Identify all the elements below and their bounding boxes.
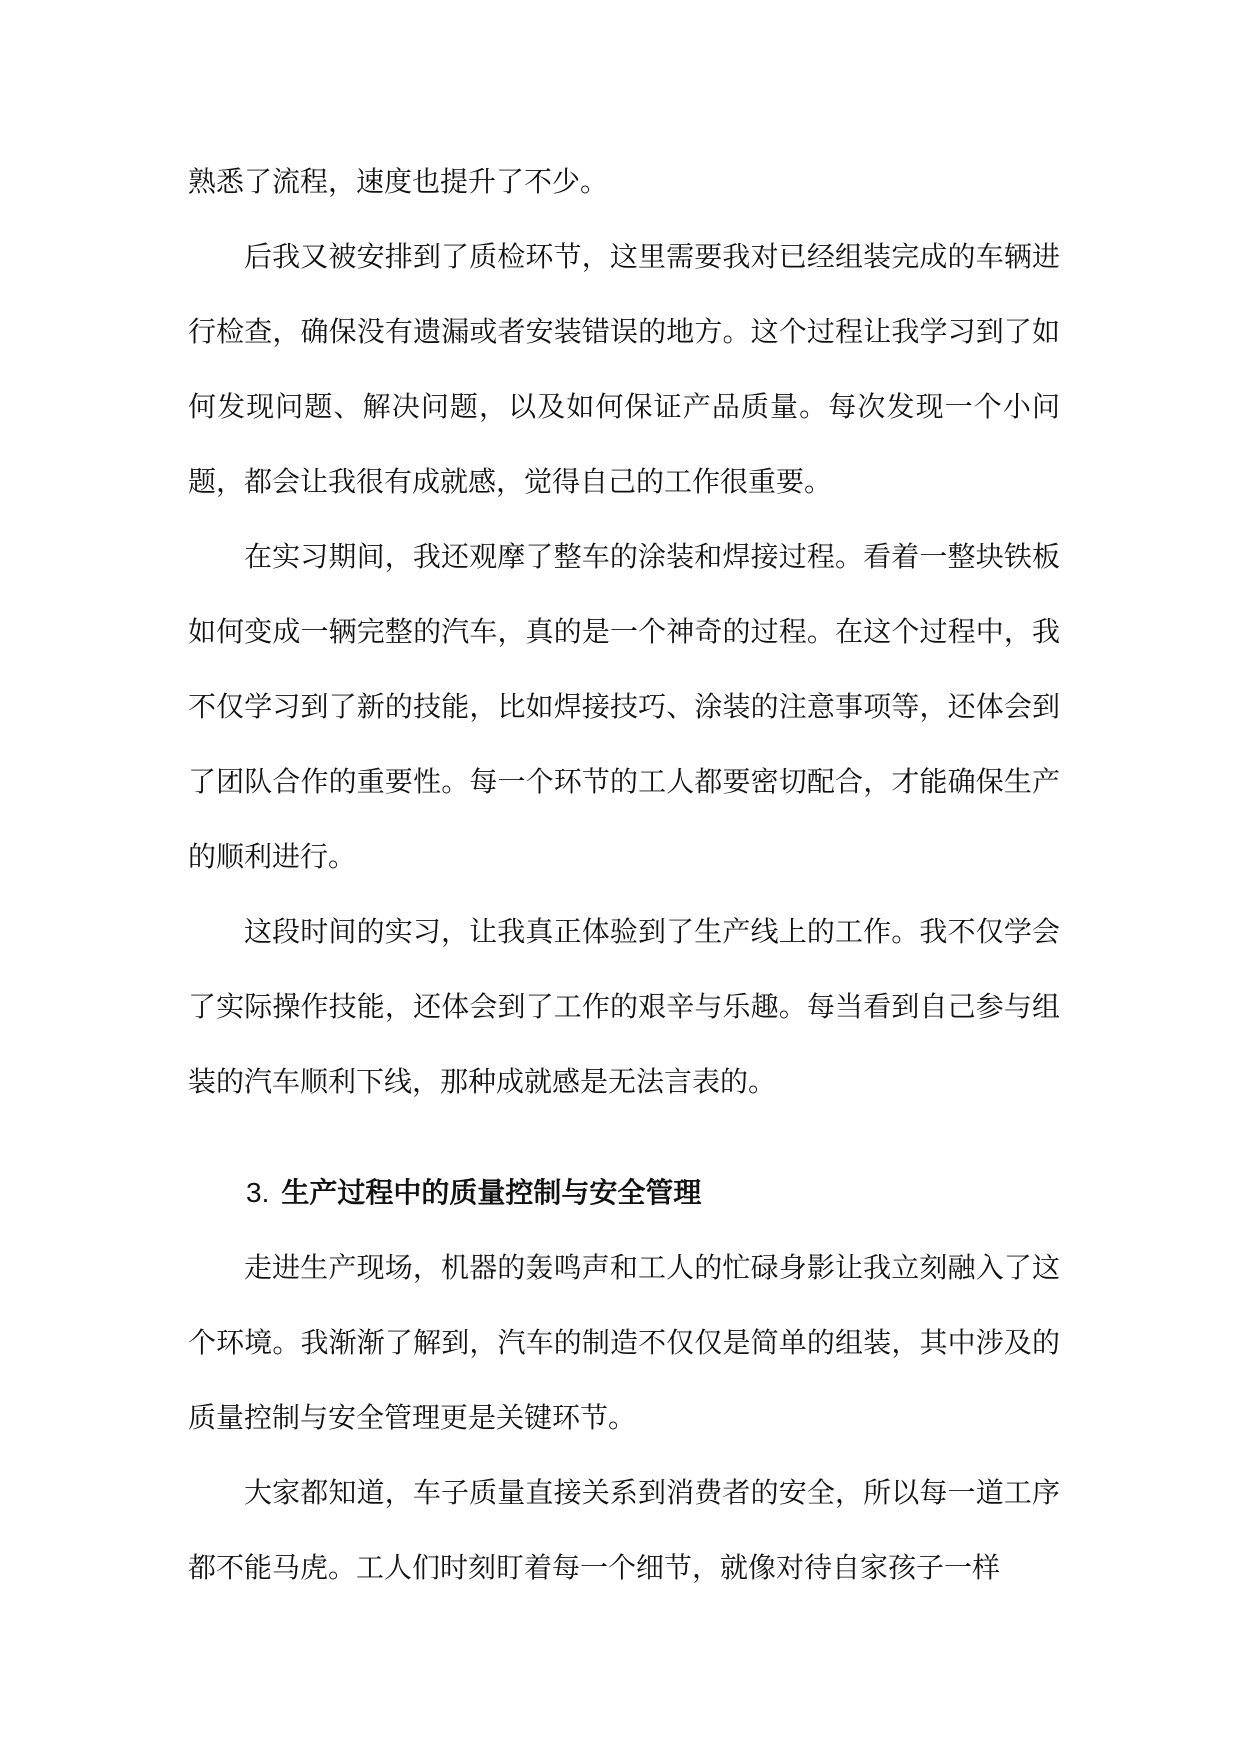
section-number: 3. xyxy=(246,1177,270,1208)
paragraph-painting-welding: 在实习期间，我还观摩了整车的涂装和焊接过程。看着一整块铁板如何变成一辆完整的汽车，真的是一个神奇的过程。在这个过程中，我不仅学习到了新的技能，比如焊接技巧、涂装的注意事项等，还体会到了团队合作的重要性。每一个环节的工人都要密切配合，才能确保生产的顺利进行。 xyxy=(188,540,1060,873)
paragraph-production-site: 走进生产现场，机器的轰鸣声和工人的忙碌身影让我立刻融入了这个环境。我渐渐了解到，汽车的制造不仅仅是简单的组装，其中涉及的质量控制与安全管理更是关键环节。 xyxy=(188,1251,1060,1434)
paragraph-continued: 熟悉了流程，速度也提升了不少。 xyxy=(188,165,609,198)
document-body xyxy=(188,144,1060,1605)
paragraph-quality-inspection: 后我又被安排到了质检环节，这里需要我对已经组装完成的车辆进行检查，确保没有遗漏或者安装错误的地方。这个过程让我学习到了如何发现问题、解决问题，以及如何保证产品质量。每次发现一个小问题，都会让我很有成就感，觉得自己的工作很重要。 xyxy=(188,240,1060,498)
paragraph-internship-summary: 这段时间的实习，让我真正体验到了生产线上的工作。我不仅学会了实际操作技能，还体会到了工作的艰辛与乐趣。每当看到自己参与组装的汽车顺利下线，那种成就感是无法言表的。 xyxy=(188,915,1060,1098)
section-title: 生产过程中的质量控制与安全管理 xyxy=(281,1176,702,1209)
section-heading xyxy=(188,1155,1060,1230)
paragraph-vehicle-quality: 大家都知道，车子质量直接关系到消费者的安全，所以每一道工序都不能马虎。工人们时刻盯着每一个细节，就像对待自家孩子一样 xyxy=(188,1476,1060,1584)
